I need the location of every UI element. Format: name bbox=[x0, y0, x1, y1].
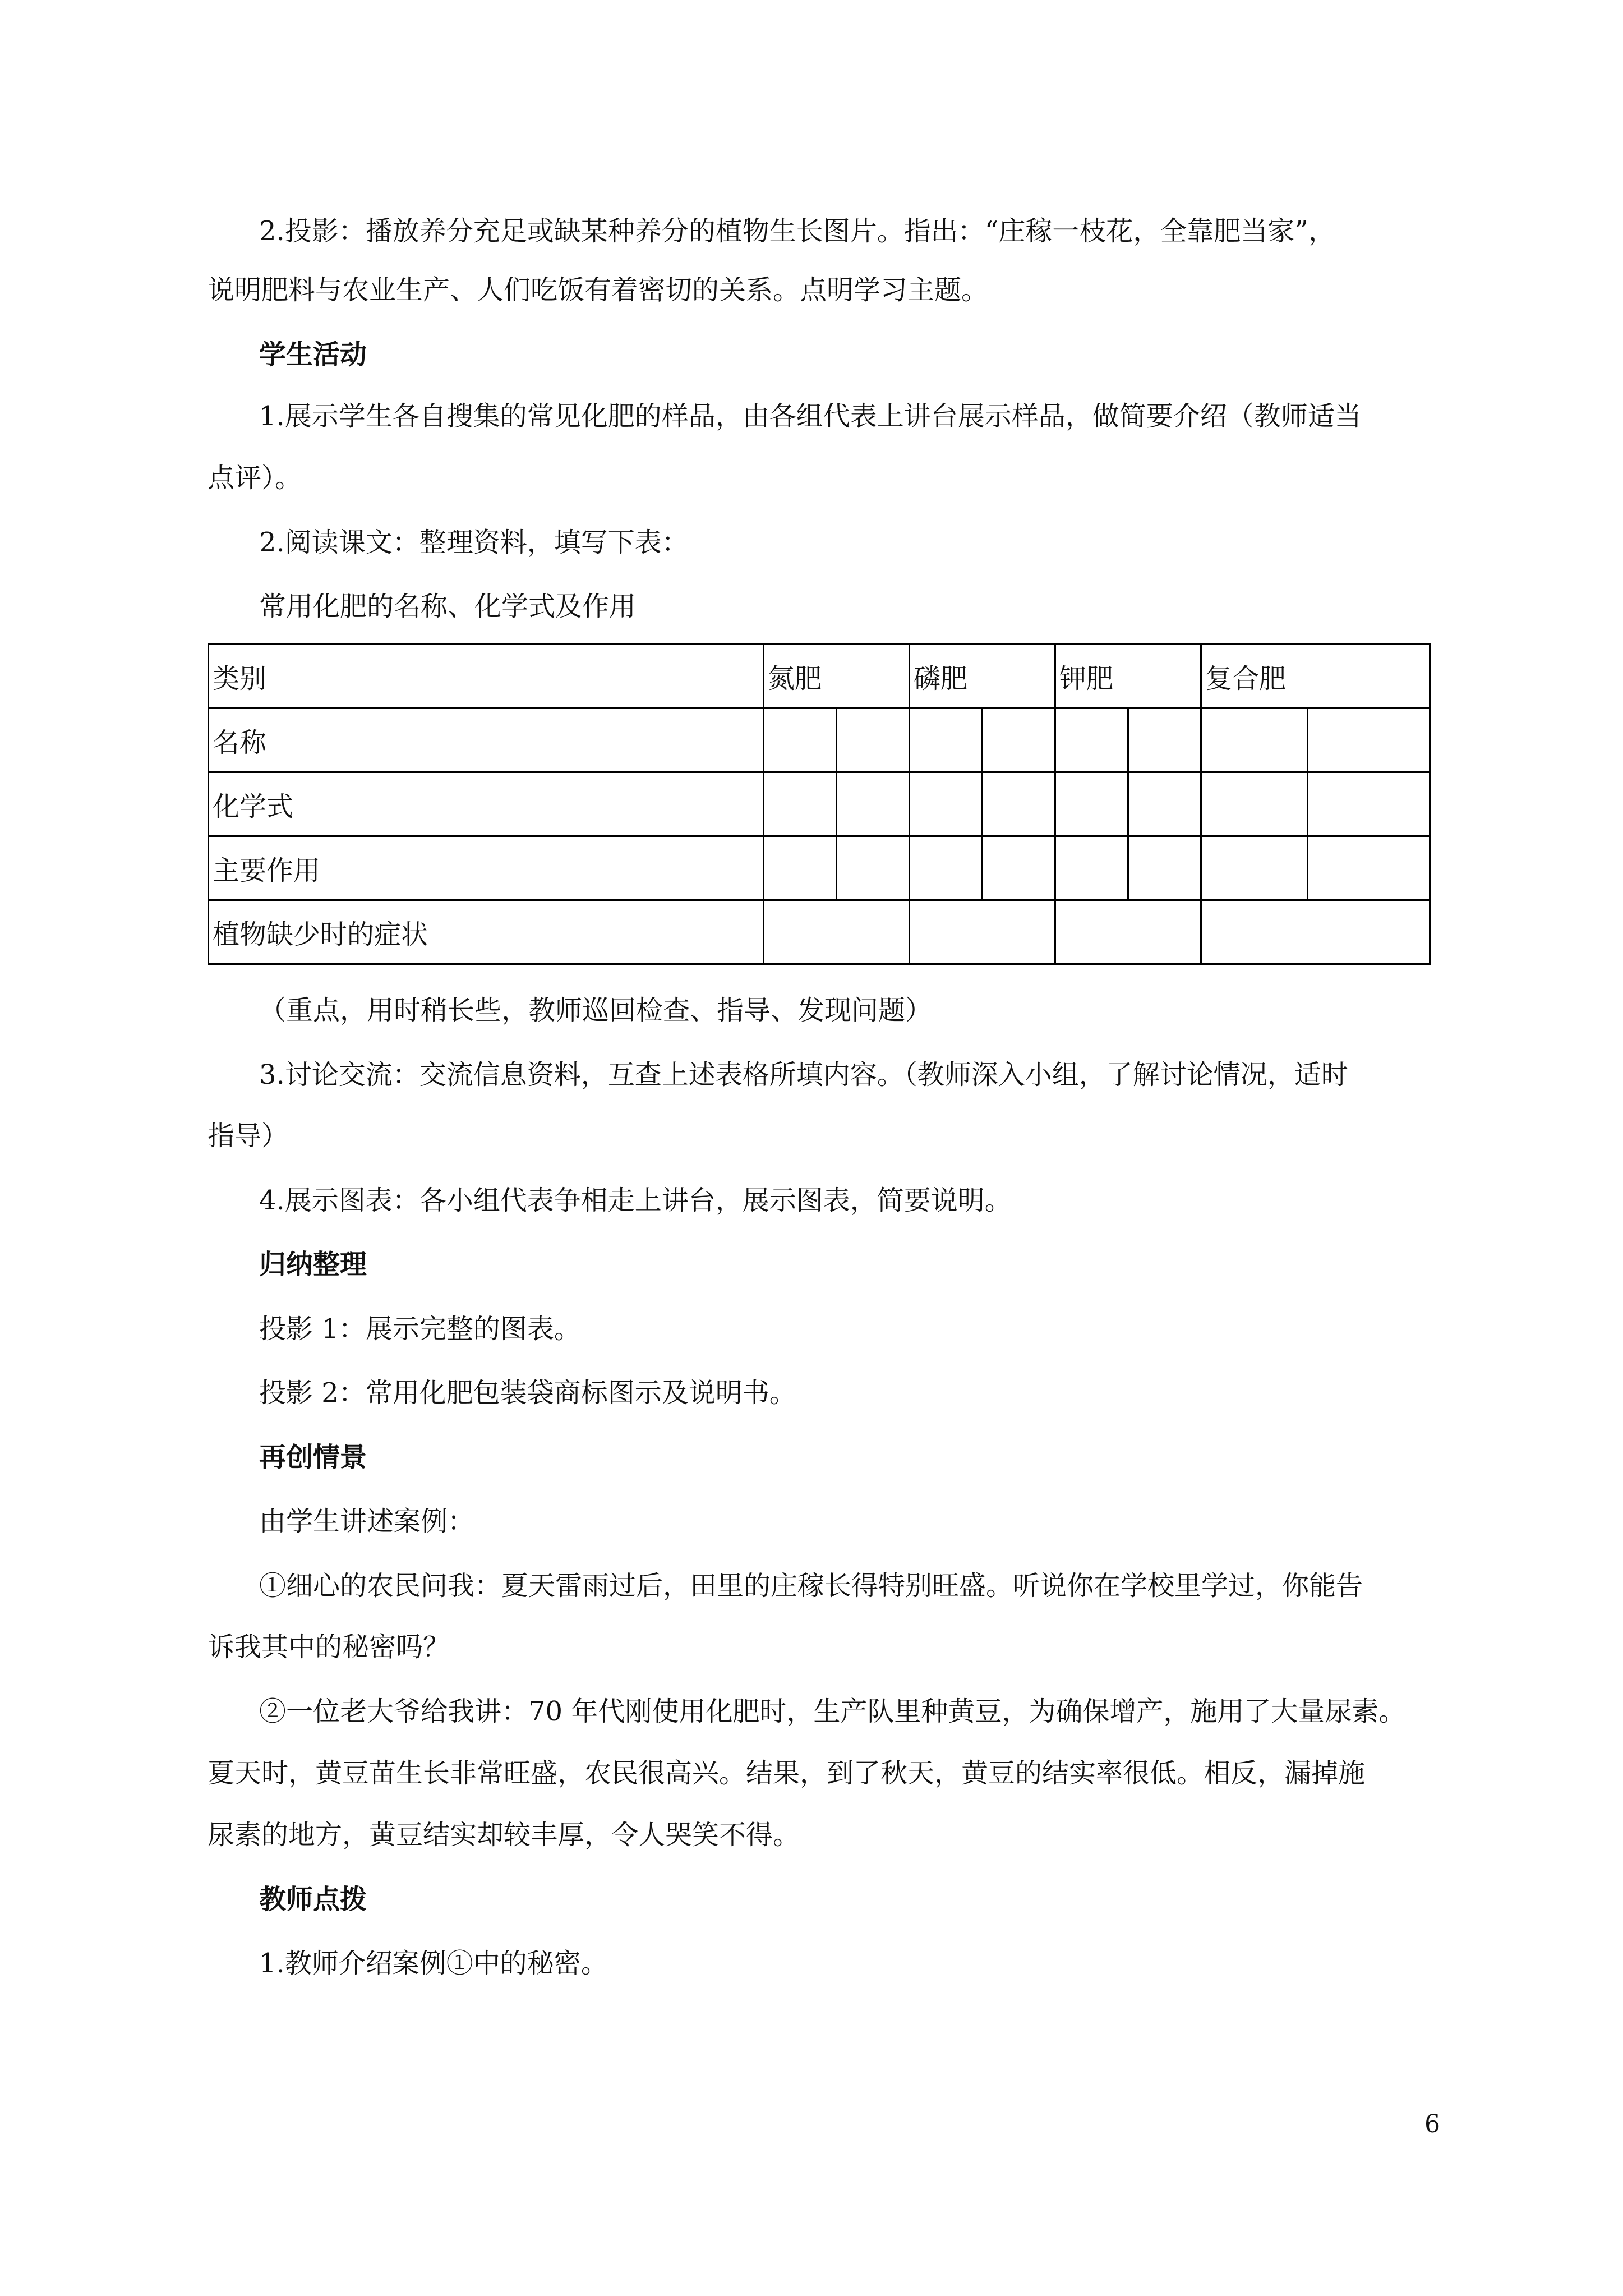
table-cell bbox=[837, 772, 910, 836]
paragraph-case-2-line1: ②一位老大爷给我讲：70 年代刚使用化肥时，生产队里种黄豆，为确保增产，施用了大量尿素。 bbox=[259, 1696, 1406, 1727]
paragraph-discussion-line2: 指导） bbox=[208, 1120, 289, 1152]
table-header-category: 类别 bbox=[209, 645, 764, 708]
table-row bbox=[209, 836, 1430, 900]
table-cell bbox=[910, 836, 983, 900]
table-cell bbox=[764, 772, 837, 836]
table-cell bbox=[1128, 708, 1201, 772]
paragraph-case-2-line3: 尿素的地方，黄豆结实却较丰厚，令人哭笑不得。 bbox=[208, 1819, 800, 1851]
heading-summary: 归纳整理 bbox=[259, 1249, 367, 1280]
table-header-phosphorus: 磷肥 bbox=[910, 645, 1055, 708]
table-cell bbox=[1201, 708, 1308, 772]
table-cell bbox=[1055, 708, 1128, 772]
table-title: 常用化肥的名称、化学式及作用 bbox=[259, 591, 637, 622]
table-header-compound: 复合肥 bbox=[1201, 645, 1430, 708]
heading-student-activity: 学生活动 bbox=[259, 339, 367, 370]
page-number: 6 bbox=[1424, 2110, 1440, 2138]
paragraph-teacher-explains: 1.教师介绍案例①中的秘密。 bbox=[259, 1948, 608, 1979]
table-cell bbox=[837, 708, 910, 772]
table-cell bbox=[983, 708, 1055, 772]
table-cell bbox=[1308, 836, 1430, 900]
table-header-row bbox=[209, 645, 1430, 708]
paragraph-show-samples-line2: 点评）。 bbox=[208, 462, 302, 494]
table-cell bbox=[764, 900, 910, 964]
paragraph-projection-2: 投影 2：常用化肥包装袋商标图示及说明书。 bbox=[259, 1377, 796, 1409]
table-cell bbox=[910, 772, 983, 836]
table-row-label: 植物缺少时的症状 bbox=[209, 900, 764, 964]
table-cell bbox=[1201, 772, 1308, 836]
paragraph-projection-line1: 2.投影：播放养分充足或缺某种养分的植物生长图片。指出：“庄稼一枝花，全靠肥当家”， bbox=[259, 215, 1335, 247]
table-header-nitrogen: 氮肥 bbox=[764, 645, 910, 708]
table-cell bbox=[910, 708, 983, 772]
table-cell bbox=[1128, 836, 1201, 900]
paragraph-show-samples-line1: 1.展示学生各自搜集的常见化肥的样品，由各组代表上讲台展示样品，做简要介绍（教师适当 bbox=[259, 401, 1362, 432]
table-cell bbox=[837, 836, 910, 900]
table-row bbox=[209, 772, 1430, 836]
table-cell bbox=[1128, 772, 1201, 836]
heading-scene: 再创情景 bbox=[259, 1442, 367, 1473]
paragraph-cases-intro: 由学生讲述案例： bbox=[259, 1506, 475, 1537]
table-cell bbox=[983, 836, 1055, 900]
table-cell bbox=[1055, 900, 1201, 964]
table-cell bbox=[1201, 836, 1308, 900]
table-cell bbox=[1055, 772, 1128, 836]
table-row bbox=[209, 900, 1430, 964]
table-cell bbox=[983, 772, 1055, 836]
table-cell bbox=[764, 708, 837, 772]
heading-teacher-guidance: 教师点拨 bbox=[259, 1884, 367, 1915]
table-cell bbox=[764, 836, 837, 900]
table-row-label: 主要作用 bbox=[209, 836, 764, 900]
table-cell bbox=[1308, 772, 1430, 836]
paragraph-case-1-line2: 诉我其中的秘密吗？ bbox=[208, 1631, 450, 1663]
paragraph-projection-1: 投影 1：展示完整的图表。 bbox=[259, 1313, 581, 1345]
paragraph-case-1-line1: ①细心的农民问我：夏天雷雨过后，田里的庄稼长得特别旺盛。听说你在学校里学过，你能告 bbox=[259, 1570, 1363, 1602]
table-cell bbox=[1201, 900, 1430, 964]
paragraph-show-charts: 4.展示图表：各小组代表争相走上讲台，展示图表，简要说明。 bbox=[259, 1185, 1012, 1216]
paragraph-case-2-line2: 夏天时，黄豆苗生长非常旺盛，农民很高兴。结果，到了秋天，黄豆的结实率很低。相反，漏掉施 bbox=[208, 1757, 1366, 1789]
fertilizer-table bbox=[208, 643, 1431, 965]
table-row-label: 名称 bbox=[209, 708, 764, 772]
table-cell bbox=[1055, 836, 1128, 900]
paragraph-note: （重点，用时稍长些，教师巡回检查、指导、发现问题） bbox=[259, 995, 933, 1026]
table-header-potassium: 钾肥 bbox=[1055, 645, 1201, 708]
paragraph-discussion-line1: 3.讨论交流：交流信息资料，互查上述表格所填内容。（教师深入小组，了解讨论情况，适时 bbox=[259, 1059, 1348, 1091]
table-row bbox=[209, 708, 1430, 772]
paragraph-read-text: 2.阅读课文：整理资料，填写下表： bbox=[259, 527, 689, 558]
table-row-label: 化学式 bbox=[209, 772, 764, 836]
table-cell bbox=[910, 900, 1055, 964]
paragraph-projection-line2: 说明肥料与农业生产、人们吃饭有着密切的关系。点明学习主题。 bbox=[208, 274, 989, 306]
table-cell bbox=[1308, 708, 1430, 772]
